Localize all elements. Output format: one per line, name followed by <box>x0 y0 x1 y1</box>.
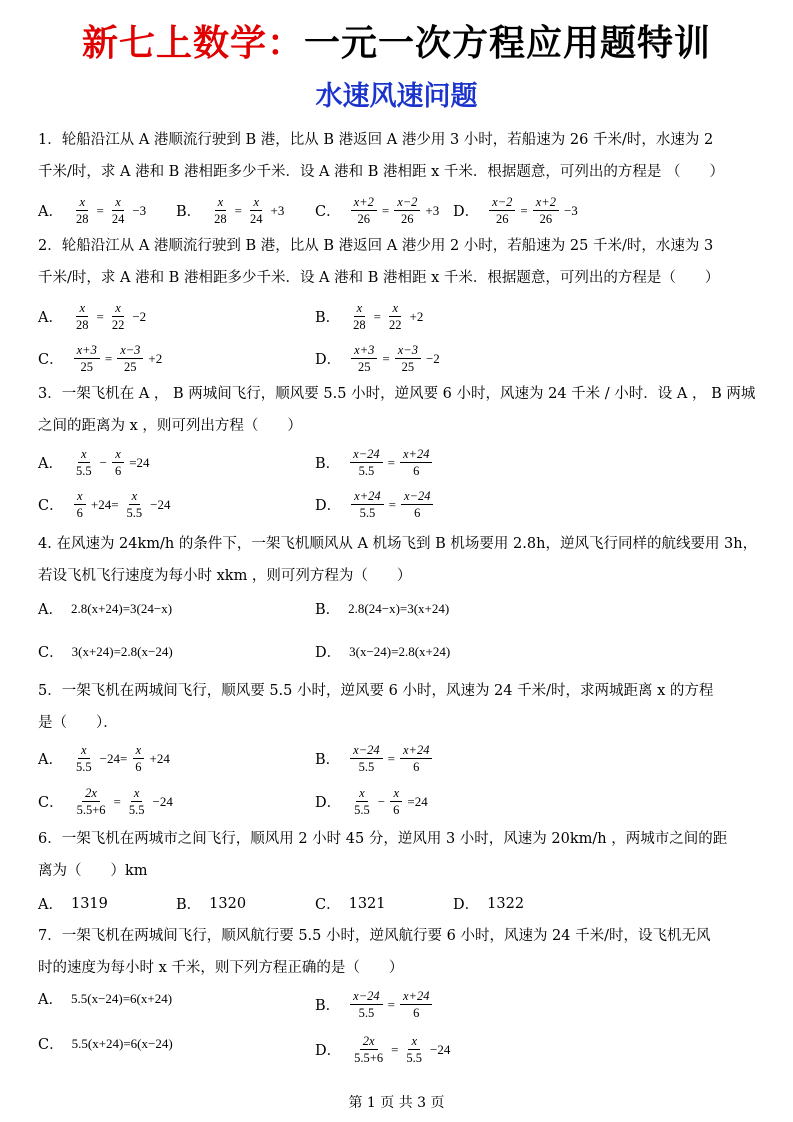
numerator: x <box>76 300 88 317</box>
fraction <box>74 785 109 818</box>
option-a[interactable]: A． 1319 <box>38 895 108 913</box>
question-6 <box>38 823 760 887</box>
equation <box>71 300 149 333</box>
option-d[interactable]: D． 1322 <box>453 895 525 913</box>
fraction <box>350 988 382 1021</box>
fraction <box>74 342 100 375</box>
numerator: x+2 <box>533 194 559 211</box>
option-b[interactable] <box>315 988 440 1021</box>
option-d[interactable]: D． 3(x−24)=2.8(x+24) <box>315 643 451 661</box>
numerator: x+24 <box>400 988 432 1005</box>
denominator: 22 <box>111 318 125 332</box>
option-d[interactable] <box>453 194 581 227</box>
operator: = <box>388 496 396 512</box>
numerator: x <box>354 300 366 317</box>
option-d[interactable] <box>315 342 443 375</box>
equation: 3(x+24)=2.8(x−24) <box>71 643 173 659</box>
option-label: C． <box>315 204 341 220</box>
fraction <box>403 1033 425 1066</box>
question-4-line1: 4. 在风速为 24km/h 的条件下，一架飞机顺风从 A 机场飞到 B 机场要用 2.8h，逆风飞行同样的航线要用 3h， <box>38 536 758 552</box>
operator-tail: −3 <box>563 202 578 218</box>
fraction <box>351 194 377 227</box>
denominator: 28 <box>353 318 366 332</box>
denominator: 22 <box>389 318 402 332</box>
fraction <box>124 488 146 521</box>
fraction <box>109 300 128 333</box>
question-5-line2: 是（ ）． <box>38 715 118 731</box>
operator: = <box>104 350 113 366</box>
equation: 3(x−24)=2.8(x+24) <box>349 643 451 659</box>
title-red: 新七上数学： <box>81 23 304 64</box>
numerator: x+2 <box>351 194 377 211</box>
option-label: D． <box>315 1043 342 1059</box>
fraction <box>351 342 377 375</box>
question-5-line1: 5．一架飞机在两城间飞行，顺风要 5.5 小时，逆风要 6 小时，风速为 24 千米/时，求两城距离 x 的方程 <box>38 683 714 699</box>
numerator: x <box>408 1033 420 1050</box>
denominator: 28 <box>75 318 89 332</box>
denominator: 5.5 <box>354 803 370 817</box>
option-label: A． <box>38 456 63 472</box>
numerator: x−24 <box>350 742 382 759</box>
question-3 <box>38 378 760 442</box>
option-b[interactable] <box>315 742 440 775</box>
equation <box>209 194 287 227</box>
denominator: 5.5 <box>359 506 376 520</box>
option-label: B． <box>315 752 341 768</box>
numerator: x−3 <box>395 342 421 359</box>
fraction <box>211 194 230 227</box>
fraction <box>73 194 92 227</box>
option-label: D． <box>315 498 342 514</box>
denominator: 24 <box>250 212 263 226</box>
numerator: x <box>133 742 145 759</box>
option-b[interactable] <box>315 300 426 333</box>
denominator: 25 <box>358 360 371 374</box>
option-c[interactable] <box>38 342 165 375</box>
option-a[interactable]: A． 2.8(x+24)=3(24−x) <box>38 600 173 618</box>
question-1 <box>38 124 760 188</box>
question-1-line2: 千米/时，求 A 港和 B 港相距多少千米．设 A 港和 B 港相距 x 千米．根据题意，可列出的方程是 （ ） <box>38 164 725 180</box>
denominator: 26 <box>357 212 370 226</box>
numerator: x <box>390 785 402 802</box>
operator: −24= <box>99 750 128 766</box>
denominator: 5.5 <box>128 803 145 817</box>
question-3-line1: 3．一架飞机在 A ， B 两城间飞行，顺风要 5.5 小时，逆风要 6 小时，风速为 24 千米 / 小时．设 A ， B 两城 <box>38 386 756 402</box>
question-6-line2: 离为（ ）km <box>38 863 148 879</box>
numerator: x <box>250 194 262 211</box>
denominator: 25 <box>80 360 93 374</box>
operator: = <box>381 202 390 218</box>
equation <box>348 742 440 775</box>
equation: 5.5(x−24)=6(x+24) <box>70 990 173 1006</box>
fraction <box>73 742 95 775</box>
equation <box>72 785 176 818</box>
option-label: D． <box>453 204 480 220</box>
numerator: x <box>129 488 141 505</box>
denominator: 6 <box>135 760 142 774</box>
fraction <box>126 785 148 818</box>
denominator: 5.5+6 <box>354 1051 384 1065</box>
question-4 <box>38 528 760 592</box>
page-number: 第 1 页 共 3 页 <box>348 1095 445 1111</box>
option-c[interactable] <box>315 194 442 227</box>
operator: = <box>382 350 390 366</box>
numerator: x−2 <box>489 194 515 211</box>
question-3-line2: 之间的距离为 x ，则可列出方程（ ） <box>38 418 302 434</box>
denominator: 25 <box>401 360 415 374</box>
denominator: 6 <box>413 1006 420 1020</box>
numerator: x <box>112 300 124 317</box>
equation <box>71 742 173 775</box>
equation: 5.5(x+24)=6(x−24) <box>71 1035 173 1051</box>
option-label: A． <box>38 752 63 768</box>
operator: = <box>387 454 395 470</box>
numerator: x−2 <box>394 194 420 211</box>
option-label: C． <box>38 352 64 368</box>
fraction <box>73 300 92 333</box>
numerator: x+24 <box>351 488 383 505</box>
operator: = <box>96 308 104 324</box>
option-a[interactable]: A． 5.5(x−24)=6(x+24) <box>38 990 173 1008</box>
numerator: x <box>76 194 88 211</box>
equation <box>72 488 174 521</box>
option-a[interactable] <box>38 300 149 333</box>
equation <box>349 488 441 521</box>
operator-tail: −3 <box>132 202 147 218</box>
fraction <box>390 785 402 818</box>
denominator: 5.5 <box>406 1051 423 1065</box>
denominator: 5.5 <box>358 1006 375 1020</box>
option-label: D． <box>315 352 342 368</box>
operator: = <box>387 750 395 766</box>
denominator: 5.5 <box>358 464 375 478</box>
numerator: x−24 <box>401 488 433 505</box>
numerator: 2x <box>82 785 100 802</box>
operator-tail: −24 <box>430 1041 451 1057</box>
numerator: x <box>78 446 90 463</box>
title-black: 一元一次方程应用题特训 <box>304 23 712 64</box>
option-c[interactable]: C． 1321 <box>315 895 386 913</box>
denominator: 5.5 <box>126 506 143 520</box>
question-2-line1: 2．轮船沿江从 A 港顺流行驶到 B 港，比从 B 港返回 A 港少用 2 小时，若船速为 25 千米/时，水速为 3 <box>38 238 714 254</box>
numerator: 2x <box>360 1033 378 1050</box>
fraction <box>247 194 266 227</box>
equation <box>71 194 149 227</box>
fraction <box>400 446 432 479</box>
operator: = <box>520 202 528 218</box>
operator: = <box>234 202 242 218</box>
operator-tail: −24 <box>152 793 173 809</box>
operator-tail: +3 <box>270 202 285 218</box>
page-subtitle: 水速风速问题 <box>315 81 478 112</box>
question-6-line1: 6．一架飞机在两城市之间飞行，顺风用 2 小时 45 分，逆风用 3 小时，风速为 20km/h ，两城市之间的距 <box>38 831 728 847</box>
fraction <box>394 194 420 227</box>
fraction <box>132 742 144 775</box>
question-2 <box>38 230 760 294</box>
option-label: B． <box>315 456 341 472</box>
question-7 <box>38 920 760 984</box>
fraction <box>351 488 383 521</box>
operator-tail: +24 <box>149 750 170 766</box>
operator: − <box>377 793 386 809</box>
denominator: 5.5 <box>75 760 92 774</box>
fraction <box>74 488 86 521</box>
equation: 2.8(24−x)=3(x+24) <box>348 600 450 616</box>
equation <box>72 342 166 375</box>
fraction <box>117 342 143 375</box>
denominator: 5.5 <box>75 464 92 478</box>
numerator: x+24 <box>400 446 432 463</box>
operator: = <box>113 793 121 809</box>
denominator: 28 <box>75 212 89 226</box>
question-7-line2: 时的速度为每小时 x 千米，则下列方程正确的是（ ） <box>38 960 404 976</box>
denominator: 6 <box>76 506 83 520</box>
numerator: x <box>356 785 368 802</box>
numerator: x+3 <box>351 342 377 359</box>
fraction <box>489 194 515 227</box>
operator-tail: −24 <box>150 496 171 512</box>
option-label: B． <box>315 310 341 326</box>
equation <box>349 342 443 375</box>
fraction <box>533 194 559 227</box>
fraction <box>401 488 433 521</box>
option-label: B． <box>176 204 202 220</box>
option-d[interactable] <box>315 1033 453 1066</box>
equation <box>349 194 443 227</box>
option-a[interactable] <box>38 742 173 775</box>
operator: +24= <box>90 496 119 512</box>
equation <box>348 988 440 1021</box>
option-label: D． <box>315 795 342 811</box>
equation: 2.8(x+24)=3(24−x) <box>70 600 173 616</box>
operator: = <box>373 308 381 324</box>
equation <box>349 1033 453 1066</box>
option-c[interactable] <box>38 785 176 818</box>
equation <box>487 194 581 227</box>
option-c[interactable] <box>38 488 174 521</box>
denominator: 25 <box>124 360 137 374</box>
option-a[interactable] <box>38 446 153 479</box>
operator-tail: +3 <box>425 202 440 218</box>
operator-tail: −2 <box>425 350 440 366</box>
option-label: A． <box>38 204 63 220</box>
equation <box>349 785 431 818</box>
fraction <box>400 988 432 1021</box>
operator: = <box>96 202 104 218</box>
operator: − <box>99 454 107 470</box>
operator: = <box>387 996 395 1012</box>
denominator: 6 <box>414 506 421 520</box>
option-d[interactable] <box>315 488 441 521</box>
option-a[interactable] <box>38 194 149 227</box>
question-4-line2: 若设飞机飞行速度为每小时 xkm ，则可列方程为（ ） <box>38 568 412 584</box>
fraction <box>350 446 382 479</box>
fraction <box>400 742 432 775</box>
denominator: 6 <box>413 464 420 478</box>
fraction <box>351 1033 386 1066</box>
option-label: A． <box>38 310 63 326</box>
denominator: 26 <box>539 212 553 226</box>
option-label: B． <box>315 998 341 1014</box>
fraction <box>386 300 405 333</box>
operator-tail: −2 <box>132 308 147 324</box>
option-d[interactable] <box>315 785 431 818</box>
fraction <box>109 194 128 227</box>
numerator: x−24 <box>350 988 382 1005</box>
operator-tail: +2 <box>409 308 424 324</box>
numerator: x+24 <box>400 742 432 759</box>
denominator: 26 <box>401 212 414 226</box>
denominator: 24 <box>111 212 125 226</box>
numerator: x−24 <box>350 446 382 463</box>
operator-tail: =24 <box>129 454 150 470</box>
operator-tail: =24 <box>407 793 428 809</box>
denominator: 5.5+6 <box>76 803 106 817</box>
numerator: x <box>74 488 86 505</box>
numerator: x <box>215 194 227 211</box>
denominator: 28 <box>214 212 227 226</box>
option-c[interactable]: C． 3(x+24)=2.8(x−24) <box>38 643 173 661</box>
option-c[interactable]: C． 5.5(x+24)=6(x−24) <box>38 1035 173 1053</box>
fraction <box>350 300 369 333</box>
numerator: x <box>78 742 90 759</box>
option-label: C． <box>38 795 64 811</box>
denominator: 6 <box>413 760 420 774</box>
denominator: 6 <box>393 803 400 817</box>
option-b[interactable]: B． 2.8(24−x)=3(x+24) <box>315 600 450 618</box>
numerator: x <box>112 194 124 211</box>
equation <box>348 300 426 333</box>
option-b[interactable] <box>176 194 287 227</box>
fraction <box>112 446 124 479</box>
option-b[interactable] <box>315 446 440 479</box>
equation <box>348 446 440 479</box>
operator: = <box>391 1041 399 1057</box>
question-1-line1: 1．轮船沿江从 A 港顺流行驶到 B 港，比从 B 港返回 A 港少用 3 小时，若船速为 26 千米/时，水速为 2 <box>38 132 714 148</box>
fraction <box>395 342 421 375</box>
denominator: 5.5 <box>358 760 375 774</box>
equation <box>71 446 153 479</box>
numerator: x−3 <box>117 342 143 359</box>
numerator: x <box>389 300 401 317</box>
denominator: 26 <box>496 212 509 226</box>
numerator: x+3 <box>74 342 100 359</box>
fraction <box>350 742 382 775</box>
question-7-line1: 7．一架飞机在两城间飞行，顺风航行要 5.5 小时，逆风航行要 6 小时，风速为 24 千米/时，设飞机无风 <box>38 928 711 944</box>
option-label: C． <box>38 498 64 514</box>
option-b[interactable]: B． 1320 <box>176 895 247 913</box>
numerator: x <box>112 446 124 463</box>
fraction <box>351 785 373 818</box>
operator-tail: +2 <box>148 350 163 366</box>
question-2-line2: 千米/时，求 A 港和 B 港相距多少千米．设 A 港和 B 港相距 x 千米．根据题意，可列出的方程是（ ） <box>38 270 720 286</box>
fraction <box>73 446 95 479</box>
page-title <box>0 22 793 66</box>
numerator: x <box>131 785 143 802</box>
denominator: 6 <box>114 464 122 478</box>
question-5 <box>38 675 760 739</box>
